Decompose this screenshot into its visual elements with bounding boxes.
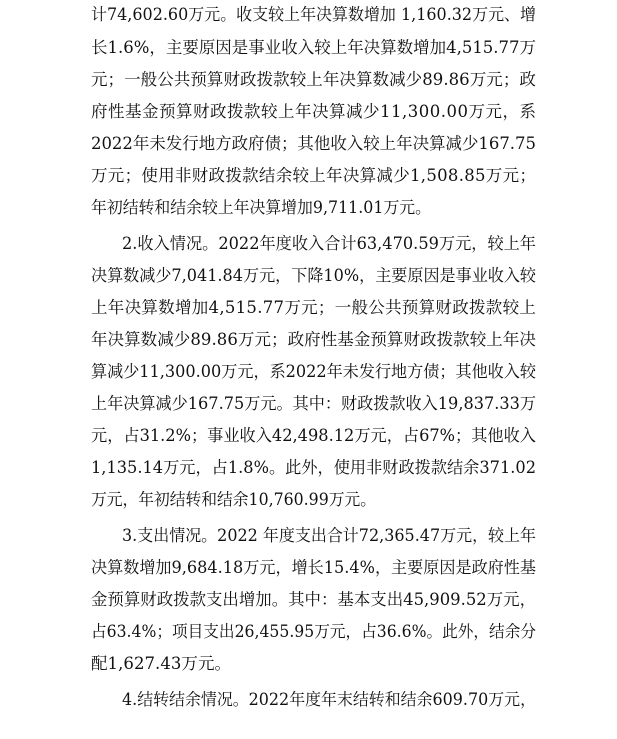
text-line: 府性基金预算财政拨款较上年决算减少11,300.00万元，系 <box>91 102 537 121</box>
text-line: 4.结转结余情况。2022年度年末结转和结余609.70万元， <box>122 690 536 709</box>
text-line: 年初结转和结余较上年决算增加9,711.01万元。 <box>91 198 432 217</box>
text-line: 2022年未发行地方政府债；其他收入较上年决算减少167.75 <box>91 134 536 153</box>
text-line: 上年决算数增加4,515.77万元；一般公共预算财政拨款较上 <box>91 298 537 317</box>
text-line: 年决算数减少89.86万元；政府性基金预算财政拨款较上年决 <box>91 330 536 349</box>
text-line: 上年决算减少167.75万元。其中：财政拨款收入19,837.33万 <box>91 394 537 413</box>
text-line: 金预算财政拨款支出增加。其中：基本支出45,909.52万元， <box>91 590 537 609</box>
text-line: 决算数增加9,684.18万元，增长15.4%，主要原因是政府性基 <box>91 558 537 577</box>
text-line: 元，占31.2%；事业收入42,498.12万元，占67%；其他收入 <box>91 426 537 445</box>
text-line: 万元；使用非财政拨款结余较上年决算减少1,508.85万元； <box>91 166 537 185</box>
text-line: 决算数减少7,041.84万元，下降10%，主要原因是事业收入较 <box>91 266 537 285</box>
text-line: 3.支出情况。2022 年度支出合计72,365.47万元，较上年 <box>122 526 536 545</box>
text-line: 配1,627.43万元。 <box>91 654 232 673</box>
text-line: 占63.4%；项目支出26,455.95万元，占36.6%。此外，结余分 <box>91 622 537 641</box>
text-line: 计74,602.60万元。收支较上年决算数增加 1,160.32万元、增 <box>91 5 536 24</box>
text-line: 算减少11,300.00万元，系2022年未发行地方债；其他收入较 <box>91 362 536 381</box>
text-line: 元；一般公共预算财政拨款较上年决算数减少89.86万元；政 <box>91 70 536 89</box>
text-line: 2.收入情况。2022年度收入合计63,470.59万元，较上年 <box>122 234 536 253</box>
text-line: 长1.6%，主要原因是事业收入较上年决算数增加4,515.77万 <box>91 38 537 57</box>
text-line: 1,135.14万元，占1.8%。此外，使用非财政拨款结余371.02 <box>91 458 537 477</box>
text-line: 万元，年初结转和结余10,760.99万元。 <box>91 490 376 509</box>
